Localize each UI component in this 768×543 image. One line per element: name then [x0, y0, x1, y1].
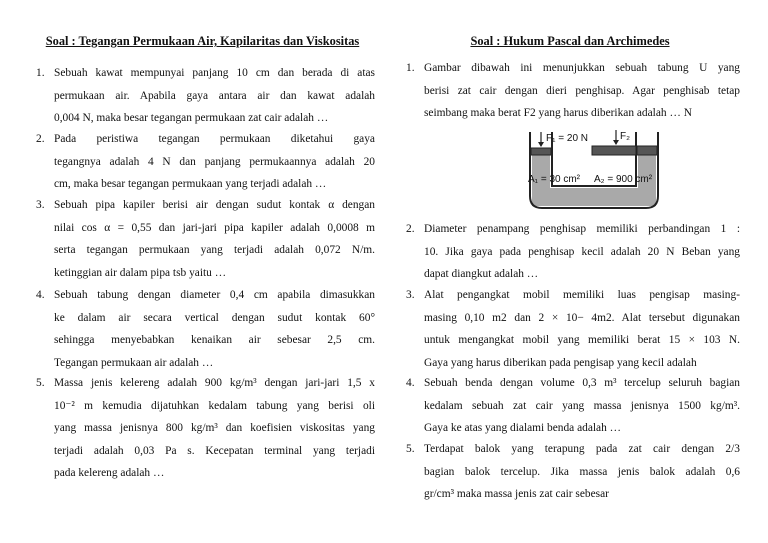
- question-line: tegangnya adalah 4 N dan panjang permukaannya adalah 20: [54, 155, 375, 168]
- label-f1: F₁ = 20 N: [546, 133, 589, 144]
- piston-left: [531, 148, 551, 155]
- question-line: Sebuah kawat mempunyai panjang 10 cm dan berada di atas: [54, 67, 375, 79]
- question-line: terjadi adalah 0,03 Pa s. Kecepatan terminal yang terjadi: [54, 444, 375, 457]
- right-title: Soal : Hukum Pascal dan Archimedes: [470, 34, 670, 48]
- question-line: serta tegangan permukaan yang terjadi adalah 0,072 N/m.: [54, 244, 375, 257]
- question-line: Sebuah pipa kapiler berisi air dengan sudut kontak α dengan: [54, 199, 375, 211]
- question-line: kedalam sebuah zat cair yang massa jenisnya 1500 kg/m³.: [424, 399, 740, 412]
- question-number: 2.: [36, 133, 45, 145]
- question-line: bagian balok tercelup. Jika massa jenis balok adalah 0,6: [424, 465, 740, 478]
- label-a2: A₂ = 900 cm²: [594, 174, 653, 185]
- right-question-4: [400, 372, 740, 440]
- left-question-2: [30, 128, 375, 196]
- left-question-5: [30, 372, 375, 485]
- question-line: Massa jenis kelereng adalah 900 kg/m³ dengan jari-jari 1,5 x: [54, 377, 375, 389]
- question-number: 4.: [36, 289, 45, 301]
- right-question-3: [400, 284, 740, 374]
- question-line: cm, maka besar tegangan permukaan yang terjadi adalah …: [54, 178, 327, 191]
- question-line: ketinggian air dalam pipa tsb yaitu …: [54, 266, 227, 279]
- arrow-f2-head: [613, 140, 619, 145]
- right-question-5: [400, 438, 740, 506]
- question-line: 0,004 N, maka besar tegangan permukaan zat cair adalah …: [54, 112, 329, 125]
- question-line: yang massa jenisnya 800 kg/m³ dan koefisien viskositas yang: [54, 422, 375, 435]
- label-f2: F₂: [620, 131, 630, 142]
- question-line: Tegangan permukaan air adalah …: [54, 356, 214, 369]
- question-line: Gaya yang harus diberikan pada pengisap yang kecil adalah: [424, 356, 697, 369]
- left-question-3: [30, 194, 375, 284]
- question-number: 5.: [406, 443, 415, 455]
- question-line: Sebuah tabung dengan diameter 0,4 cm apabila dimasukkan: [54, 289, 375, 301]
- label-a1: A₁ = 30 cm²: [528, 174, 581, 185]
- left-question-4: [30, 284, 375, 374]
- question-line: sehingga menyebabkan kenaikan air sebesar 2,5 cm.: [54, 334, 375, 347]
- right-question-2: [400, 218, 740, 286]
- left-question-1: [30, 62, 375, 130]
- question-number: 3.: [36, 199, 45, 211]
- question-line: Pada peristiwa tegangan permukaan diketahui gaya: [54, 133, 375, 145]
- question-line: pada kelereng adalah …: [54, 467, 165, 480]
- question-line: dapat diangkut adalah …: [424, 268, 539, 281]
- question-line: Diameter penampang penghisap memiliki perbandingan 1 :: [424, 223, 740, 235]
- arrow-f1-head: [538, 142, 544, 147]
- piston-right: [592, 146, 636, 155]
- question-line: nilai cos α = 0,55 dan jari-jari pipa kapiler adalah 0,0008 m: [54, 221, 375, 234]
- question-line: Alat pengangkat mobil memiliki luas pengisap masing-: [424, 289, 740, 301]
- question-line: masing 0,10 m2 dan 2 × 10− 4m2. Alat tersebut digunakan: [424, 311, 740, 324]
- question-line: Gaya ke atas yang dialami benda adalah …: [424, 422, 622, 435]
- question-line: 10⁻² m kemudia dijatuhkan kedalam tabung yang berisi oli: [54, 399, 375, 412]
- question-line: untuk mengangkat mobil yang memiliki berat 15 × 103 N.: [424, 334, 740, 347]
- question-line: berisi zat cair dengan dieri penghisap. Agar penghisab tetap: [424, 84, 740, 97]
- question-number: 2.: [406, 223, 415, 235]
- question-line: ke dalam air secara vertical dengan sudut kontak 60°: [54, 311, 375, 324]
- question-number: 3.: [406, 289, 415, 301]
- question-line: seimbang maka berat F2 yang harus diberikan adalah … N: [424, 107, 692, 120]
- u-tube-diagram: [520, 126, 690, 214]
- question-line: Sebuah benda dengan volume 0,3 m³ tercelup seluruh bagian: [424, 377, 740, 389]
- piston-right-b: [637, 146, 657, 155]
- question-line: gr/cm³ maka massa jenis zat cair sebesar: [424, 488, 609, 501]
- question-number: 5.: [36, 377, 45, 389]
- question-line: permukaan air. Apabila gaya antara air dan kawat adalah: [54, 89, 375, 102]
- question-line: Gambar dibawah ini menunjukkan sebuah tabung U yang: [424, 62, 740, 74]
- question-number: 4.: [406, 377, 415, 389]
- question-line: Terdapat balok yang terapung pada zat cair dengan 2/3: [424, 443, 740, 455]
- left-title: Soal : Tegangan Permukaan Air, Kapilaritas dan Viskositas: [45, 34, 360, 48]
- question-number: 1.: [406, 62, 415, 74]
- question-number: 1.: [36, 67, 45, 79]
- right-question-1: [400, 57, 740, 125]
- question-line: 10. Jika gaya pada penghisap kecil adalah 20 N Beban yang: [424, 245, 740, 258]
